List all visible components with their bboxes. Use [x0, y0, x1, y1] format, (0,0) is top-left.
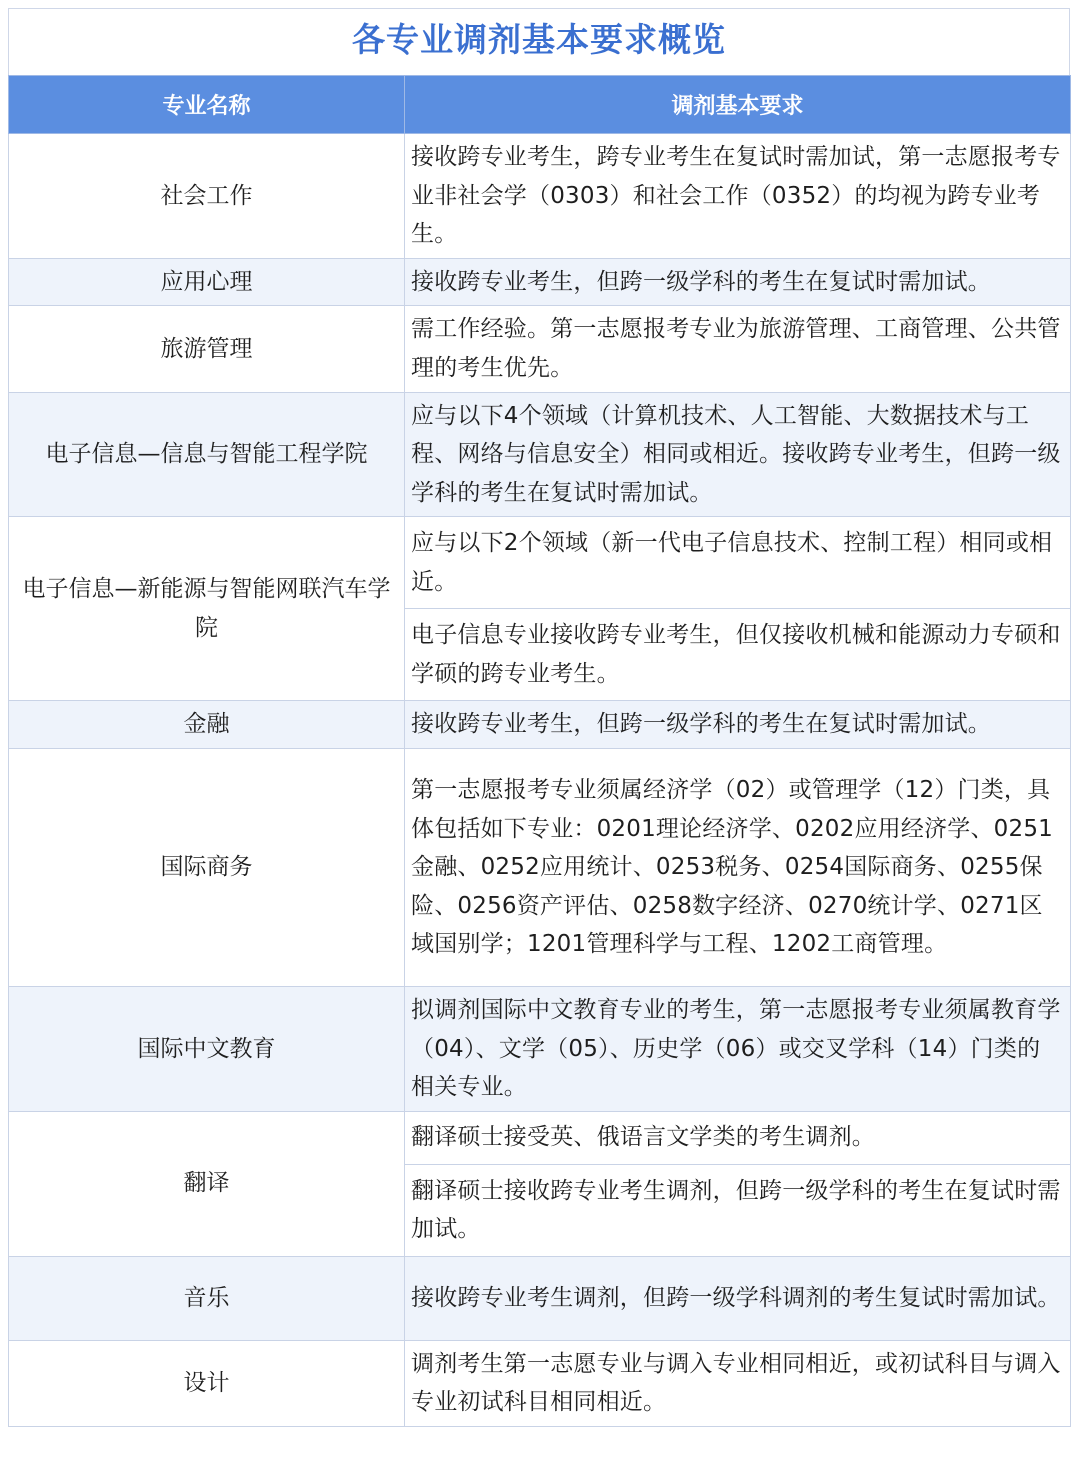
requirement-text: 需工作经验。第一志愿报考专业为旅游管理、工商管理、公共管理的考生优先。 — [405, 306, 1071, 392]
table-row — [9, 1111, 1071, 1164]
major-name: 电子信息—信息与智能工程学院 — [9, 392, 405, 517]
table-row — [9, 748, 1071, 986]
major-name: 金融 — [9, 701, 405, 749]
table-row — [9, 701, 1071, 749]
major-name: 应用心理 — [9, 258, 405, 306]
table-row — [9, 392, 1071, 517]
requirement-text: 接收跨专业考生，跨专业考生在复试时需加试，第一志愿报考专业非社会学（0303）和社会工作（0352）的均视为跨专业考生。 — [405, 134, 1071, 259]
table-row — [9, 306, 1071, 392]
requirement-text: 应与以下4个领域（计算机技术、人工智能、大数据技术与工程、网络与信息安全）相同或相近。接收跨专业考生，但跨一级学科的考生在复试时需加试。 — [405, 392, 1071, 517]
major-name: 国际商务 — [9, 748, 405, 986]
requirement-text: 接收跨专业考生调剂，但跨一级学科调剂的考生复试时需加试。 — [405, 1256, 1071, 1340]
requirement-text: 应与以下2个领域（新一代电子信息技术、控制工程）相同或相近。 — [405, 517, 1071, 609]
requirement-text: 电子信息专业接收跨专业考生，但仅接收机械和能源动力专硕和学硕的跨专业考生。 — [405, 609, 1071, 701]
major-name: 旅游管理 — [9, 306, 405, 392]
table-row — [9, 517, 1071, 609]
requirement-text: 翻译硕士接受英、俄语言文学类的考生调剂。 — [405, 1111, 1071, 1164]
major-name: 设计 — [9, 1340, 405, 1426]
table-row — [9, 258, 1071, 306]
column-header-major: 专业名称 — [9, 76, 405, 134]
table-row — [9, 986, 1071, 1111]
major-name: 社会工作 — [9, 134, 405, 259]
major-name: 国际中文教育 — [9, 986, 405, 1111]
table-row — [9, 1256, 1071, 1340]
major-name: 电子信息—新能源与智能网联汽车学院 — [9, 517, 405, 701]
page-title: 各专业调剂基本要求概览 — [8, 8, 1070, 75]
major-name: 翻译 — [9, 1111, 405, 1256]
requirement-text: 接收跨专业考生，但跨一级学科的考生在复试时需加试。 — [405, 258, 1071, 306]
requirement-text: 拟调剂国际中文教育专业的考生，第一志愿报考专业须属教育学（04）、文学（05）、历史学（06）或交叉学科（14）门类的相关专业。 — [405, 986, 1071, 1111]
requirement-text: 翻译硕士接收跨专业考生调剂，但跨一级学科的考生在复试时需加试。 — [405, 1164, 1071, 1256]
major-name: 音乐 — [9, 1256, 405, 1340]
requirement-text: 第一志愿报考专业须属经济学（02）或管理学（12）门类，具体包括如下专业：0201理论经济学、0202应用经济学、0251金融、0252应用统计、0253税务、0254国际商务、0255保险、0256资产评估、0258数字经济、0270统计学、0271区域国别学；1201管理科学与工程、1202工商管理。 — [405, 748, 1071, 986]
requirements-panel — [8, 8, 1070, 1427]
requirements-table — [8, 75, 1071, 1427]
column-header-requirement: 调剂基本要求 — [405, 76, 1071, 134]
table-header-row — [9, 76, 1071, 134]
table-row — [9, 1340, 1071, 1426]
requirement-text: 接收跨专业考生，但跨一级学科的考生在复试时需加试。 — [405, 701, 1071, 749]
requirement-text: 调剂考生第一志愿专业与调入专业相同相近，或初试科目与调入专业初试科目相同相近。 — [405, 1340, 1071, 1426]
table-row — [9, 134, 1071, 259]
